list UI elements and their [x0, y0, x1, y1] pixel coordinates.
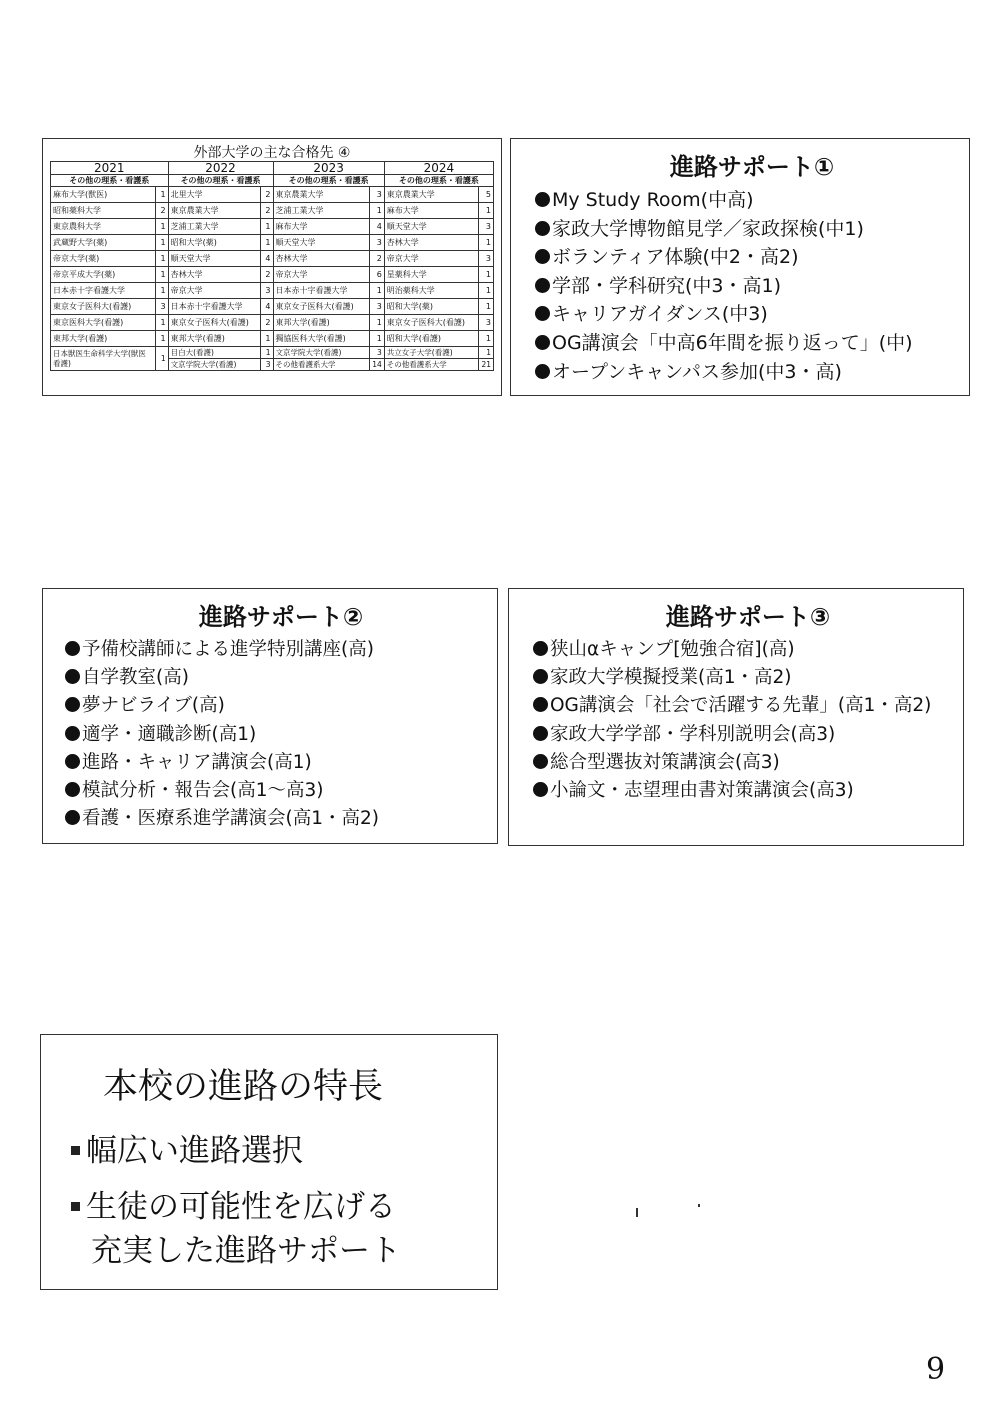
list-item-text: 狭山αキャンプ[勉強合宿](高) — [550, 639, 795, 660]
bullet-icon — [533, 726, 548, 741]
university-cell: 武蔵野大学(薬) — [51, 235, 156, 251]
count-cell: 3 — [369, 187, 384, 203]
bullet-icon — [535, 335, 550, 350]
table-row — [51, 251, 494, 267]
list-item — [65, 749, 497, 777]
university-cell: 昭和大学(薬) — [384, 299, 478, 315]
count-cell: 1 — [479, 283, 494, 299]
university-cell: 帝京平成大学(薬) — [51, 267, 156, 283]
university-cell: 杏林大学 — [273, 251, 369, 267]
bullet-icon — [535, 364, 550, 379]
year-header: 2021 — [51, 162, 169, 175]
list-item — [65, 805, 497, 833]
list-item-text: 模試分析・報告会(高1～高3) — [82, 780, 324, 802]
list-item — [533, 692, 963, 720]
table-row — [51, 299, 494, 315]
university-cell: 文京学院大学(看護) — [273, 347, 369, 359]
count-cell: 2 — [155, 203, 168, 219]
university-cell: 東邦大学(看護) — [51, 331, 156, 347]
count-cell: 3 — [479, 251, 494, 267]
count-cell: 1 — [369, 283, 384, 299]
university-cell: 麻布大学 — [384, 203, 478, 219]
bullet-icon — [65, 641, 80, 656]
list-item-text: 適学・適職診断(高1) — [82, 723, 257, 745]
count-cell: 14 — [369, 359, 384, 371]
university-cell: 昭和薬科大学 — [51, 203, 156, 219]
university-cell: 東京農業大学 — [168, 203, 260, 219]
university-cell: 帝京大学 — [384, 251, 478, 267]
table-row — [51, 347, 494, 359]
table-row — [51, 235, 494, 251]
university-cell: 東京女子医科大(看護) — [51, 299, 156, 315]
list-item — [533, 721, 963, 749]
list-item-text: オープンキャンパス参加(中3・高) — [552, 360, 842, 383]
feature-point-2-line-2: 充実した進路サポート — [91, 1233, 401, 1269]
university-cell: 東邦大学(看護) — [168, 331, 260, 347]
bullet-icon — [535, 278, 550, 293]
feature-point-1 — [71, 1125, 303, 1170]
count-cell: 1 — [155, 187, 168, 203]
bullet-icon — [535, 192, 550, 207]
count-cell: 1 — [155, 315, 168, 331]
scan-speck — [636, 1208, 638, 1217]
list-item-text: 家政大学模擬授業(高1・高2) — [550, 667, 792, 689]
features-title: 本校の進路の特長 — [103, 1067, 384, 1107]
university-cell: 目白大(看護) — [168, 347, 260, 359]
feature-point-2 — [71, 1181, 396, 1226]
feature-point-1-text: 幅広い進路選択 — [86, 1133, 303, 1169]
table-row — [51, 187, 494, 203]
list-item-text: 家政大学博物館見学／家政探検(中1) — [552, 217, 864, 240]
count-cell: 3 — [155, 299, 168, 315]
count-cell: 4 — [260, 299, 273, 315]
list-item-text: キャリアガイダンス(中3) — [552, 303, 768, 326]
count-cell: 3 — [369, 299, 384, 315]
support-1-list — [535, 186, 969, 386]
count-cell: 1 — [369, 203, 384, 219]
university-cell: 獨協医科大学(看護) — [273, 331, 369, 347]
year-header: 2024 — [384, 162, 493, 175]
list-item — [533, 636, 963, 664]
list-item-text: 自学教室(高) — [82, 667, 189, 689]
bullet-icon — [65, 697, 80, 712]
university-cell: 東京農業大学 — [384, 187, 478, 203]
list-item — [65, 721, 497, 749]
support-2-panel — [42, 588, 498, 844]
count-cell: 3 — [369, 235, 384, 251]
bullet-icon — [65, 754, 80, 769]
count-cell: 1 — [155, 267, 168, 283]
university-cell: 麻布大学 — [273, 219, 369, 235]
list-item — [535, 186, 969, 215]
support-3-list — [533, 636, 963, 805]
support-2-list — [65, 636, 497, 833]
count-cell: 1 — [479, 235, 494, 251]
count-cell: 1 — [260, 219, 273, 235]
university-cell: 東京農科大学 — [51, 219, 156, 235]
table-title: 外部大学の主な合格先 ④ — [193, 145, 351, 161]
university-cell: 帝京大学(薬) — [51, 251, 156, 267]
university-cell: 東京医科大学(看護) — [51, 315, 156, 331]
count-cell: 2 — [260, 267, 273, 283]
list-item-text: 小論文・志望理由書対策講演会(高3) — [550, 780, 854, 802]
count-cell: 1 — [155, 347, 168, 371]
category-header: その他の理系・看護系 — [384, 175, 493, 187]
count-cell: 1 — [369, 315, 384, 331]
university-cell: 順天堂大学 — [273, 235, 369, 251]
university-cell: 東京農業大学 — [273, 187, 369, 203]
university-cell: 日本獣医生命科学大学(獣医看護) — [51, 347, 156, 371]
university-cell: 杏林大学 — [384, 235, 478, 251]
count-cell: 3 — [369, 347, 384, 359]
count-cell: 1 — [155, 219, 168, 235]
university-cell: 東京女子医科大(看護) — [168, 315, 260, 331]
university-cell: 昭和大学(看護) — [384, 331, 478, 347]
university-cell: 芝浦工業大学 — [168, 219, 260, 235]
count-cell: 3 — [260, 283, 273, 299]
table-row — [51, 315, 494, 331]
list-item — [533, 664, 963, 692]
bullet-icon — [535, 249, 550, 264]
university-cell: 東京女子医科大(看護) — [384, 315, 478, 331]
university-cell: 北里大学 — [168, 187, 260, 203]
count-cell: 3 — [260, 359, 273, 371]
university-cell: 共立女子大学(看護) — [384, 347, 478, 359]
support-3-panel — [508, 588, 964, 846]
scan-speck — [698, 1204, 700, 1207]
list-item — [65, 664, 497, 692]
list-item-text: 進路・キャリア講演会(高1) — [82, 751, 312, 773]
bullet-icon — [65, 726, 80, 741]
count-cell: 2 — [260, 203, 273, 219]
support-3-title: 進路サポート③ — [665, 603, 831, 631]
list-item-text: ボランティア体験(中2・高2) — [552, 246, 799, 269]
count-cell: 1 — [479, 203, 494, 219]
count-cell: 1 — [479, 331, 494, 347]
admissions-table-panel — [42, 138, 502, 396]
list-item — [535, 272, 969, 301]
table-row — [51, 283, 494, 299]
bullet-icon — [533, 641, 548, 656]
list-item-text: 看護・医療系進学講演会(高1・高2) — [82, 808, 379, 830]
list-item — [65, 777, 497, 805]
count-cell: 5 — [479, 187, 494, 203]
bullet-icon — [65, 810, 80, 825]
count-cell: 1 — [479, 347, 494, 359]
count-cell: 4 — [369, 219, 384, 235]
count-cell: 1 — [479, 267, 494, 283]
count-cell: 1 — [155, 331, 168, 347]
list-item-text: 学部・学科研究(中3・高1) — [552, 274, 782, 297]
count-cell: 1 — [260, 331, 273, 347]
university-cell: 順天堂大学 — [384, 219, 478, 235]
university-cell: 帝京大学 — [273, 267, 369, 283]
table-row — [51, 203, 494, 219]
bullet-icon — [535, 221, 550, 236]
list-item-text: OG講演会「社会で活躍する先輩」(高1・高2) — [550, 695, 932, 717]
list-item-text: My Study Room(中高) — [552, 189, 754, 211]
list-item — [535, 358, 969, 387]
count-cell: 3 — [479, 315, 494, 331]
count-cell: 2 — [260, 315, 273, 331]
bullet-icon — [65, 782, 80, 797]
table-row — [51, 331, 494, 347]
university-cell: 帝京大学 — [168, 283, 260, 299]
university-cell: 昭和大学(薬) — [168, 235, 260, 251]
list-item-text: 夢ナビライブ(高) — [82, 695, 225, 717]
count-cell: 1 — [260, 347, 273, 359]
university-cell: 星薬科大学 — [384, 267, 478, 283]
university-cell: 明治薬科大学 — [384, 283, 478, 299]
list-item — [535, 300, 969, 329]
count-cell: 1 — [155, 283, 168, 299]
bullet-icon — [533, 754, 548, 769]
university-cell: 日本赤十字看護大学 — [51, 283, 156, 299]
bullet-icon — [535, 306, 550, 321]
year-header: 2023 — [273, 162, 384, 175]
category-header: その他の理系・看護系 — [51, 175, 169, 187]
count-cell: 3 — [479, 219, 494, 235]
feature-point-2-line-1: 生徒の可能性を広げる — [86, 1189, 396, 1225]
square-bullet-icon — [71, 1146, 80, 1155]
list-item — [535, 329, 969, 358]
university-cell: 東京女子医科大(看護) — [273, 299, 369, 315]
university-cell: 麻布大学(獣医) — [51, 187, 156, 203]
list-item — [65, 636, 497, 664]
count-cell: 1 — [369, 331, 384, 347]
page-number: 9 — [926, 1352, 946, 1387]
count-cell: 2 — [369, 251, 384, 267]
bullet-icon — [533, 669, 548, 684]
university-cell: その他看護系大学 — [273, 359, 369, 371]
category-header: その他の理系・看護系 — [168, 175, 273, 187]
list-item — [533, 749, 963, 777]
university-cell: 東邦大学(看護) — [273, 315, 369, 331]
count-cell: 6 — [369, 267, 384, 283]
list-item — [533, 777, 963, 805]
bullet-icon — [533, 697, 548, 712]
support-1-panel — [510, 138, 970, 396]
university-cell: 日本赤十字看護大学 — [168, 299, 260, 315]
category-header: その他の理系・看護系 — [273, 175, 384, 187]
university-cell: 順天堂大学 — [168, 251, 260, 267]
bullet-icon — [533, 782, 548, 797]
count-cell: 4 — [260, 251, 273, 267]
support-2-title: 進路サポート② — [198, 603, 364, 631]
count-cell: 21 — [479, 359, 494, 371]
count-cell: 1 — [155, 251, 168, 267]
table-row — [51, 219, 494, 235]
count-cell: 1 — [260, 235, 273, 251]
university-cell: 杏林大学 — [168, 267, 260, 283]
table-row — [51, 267, 494, 283]
university-cell: 文京学院大学(看護) — [168, 359, 260, 371]
list-item-text: OG講演会「中高6年間を振り返って」(中) — [552, 331, 913, 354]
bullet-icon — [65, 669, 80, 684]
list-item — [535, 243, 969, 272]
university-cell: その他看護系大学 — [384, 359, 478, 371]
support-1-title: 進路サポート① — [669, 153, 835, 181]
list-item-text: 総合型選抜対策講演会(高3) — [550, 751, 780, 773]
university-cell: 日本赤十字看護大学 — [273, 283, 369, 299]
university-cell: 芝浦工業大学 — [273, 203, 369, 219]
count-cell: 1 — [155, 235, 168, 251]
count-cell: 2 — [260, 187, 273, 203]
list-item-text: 予備校講師による進学特別講座(高) — [82, 639, 374, 660]
admissions-table — [50, 161, 494, 371]
list-item — [65, 692, 497, 720]
square-bullet-icon — [71, 1202, 80, 1211]
list-item-text: 家政大学学部・学科別説明会(高3) — [550, 723, 836, 745]
count-cell: 1 — [479, 299, 494, 315]
year-header: 2022 — [168, 162, 273, 175]
list-item — [535, 215, 969, 244]
features-panel — [40, 1034, 498, 1290]
